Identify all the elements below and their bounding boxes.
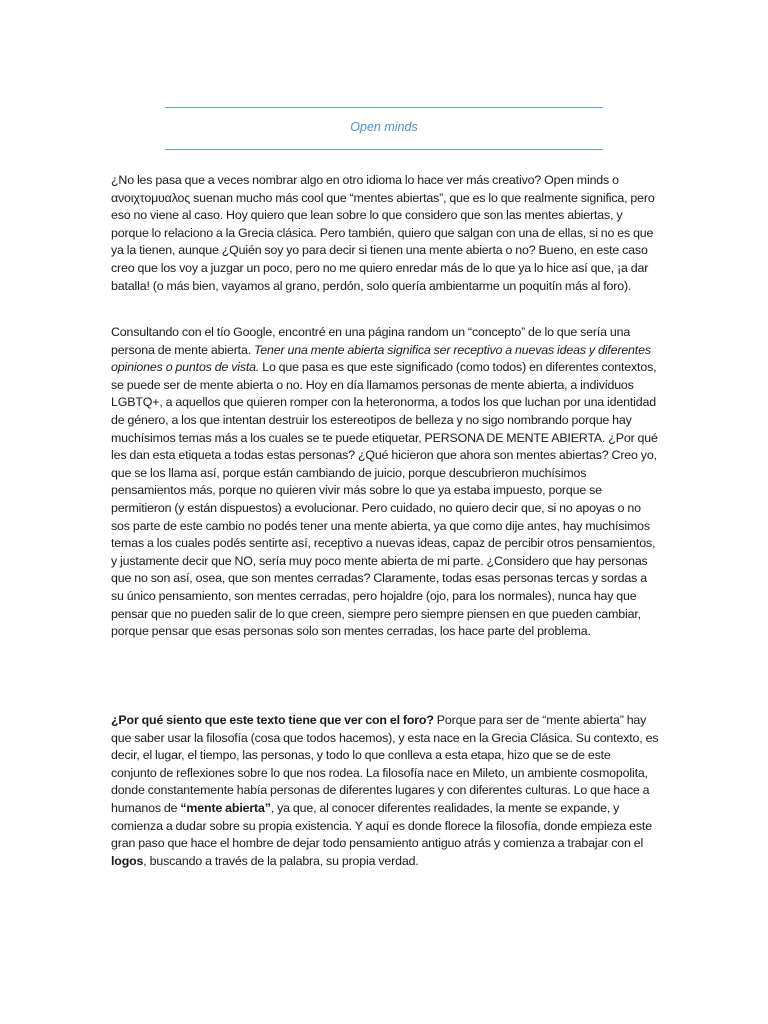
paragraph-2-text <box>111 324 659 641</box>
paragraph-definition <box>111 324 659 641</box>
paragraph-3-part3: , buscando a través de la palabra, su propia verdad. <box>143 853 419 868</box>
paragraph-3-text <box>111 712 659 870</box>
mente-abierta-bold: “mente abierta” <box>180 800 271 815</box>
paragraph-foro <box>111 712 659 870</box>
paragraph-2-intro: Consultando con el tío Google, encontré en una página random un “concepto” de lo que sería una persona de mente abierta. <box>111 325 631 357</box>
paragraph-3-part1: Porque para ser de “mente abierta” hay que saber usar la filosofía (cosa que todos hacemos), y esta nace en la Grecia Clásica. Su contexto, es decir, el lugar, el tiempo, las personas, y todo lo que conlleva a esta etapa, hizo que se de este conjunto de reflexiones sobre lo que nos rodea. La filosofía nace en Mileto, un ambiente cosmopolita, donde constantemente había personas de diferentes lugares y con diferentes culturas. Lo que hace a humanos de <box>111 713 659 815</box>
paragraph-3-part2: , ya que, al conocer diferentes realidades, la mente se expande, y comienza a dudar sobre su propia existencia. Y aquí es donde florece la filosofía, donde empieza este gran paso que hace el hombre de dejar todo pensamiento antiguo atrás y comienza a trabajar con el <box>111 800 652 851</box>
mente-abierta-definition: Tener una mente abierta significa ser receptivo a nuevas ideas y diferentes opiniones o puntos de vista. <box>111 342 651 375</box>
paragraph-intro <box>111 172 659 295</box>
foro-question: ¿Por qué siento que este texto tiene que ver con el foro? <box>111 713 434 727</box>
title-block <box>165 107 603 150</box>
paragraph-1-text: ¿No les pasa que a veces nombrar algo en otro idioma lo hace ver más creativo? Open minds o ανοιχτομυαλος suenan mucho más cool que “mentes abiertas”, que es lo que realmente significa, pero eso no viene al caso. Hoy quiero que lean sobre lo que considero que son las mentes abiertas, y porque lo relaciono a la Grecia clásica. Pero también, quiero que salgan con una de ellas, si no es que ya la tienen, aunque ¿Quién soy yo para decir si tienen una mente abierta o no? Bueno, en este caso creo que los voy a juzgar un poco, pero no me quiero enredar más de lo que ya lo hice así que, ¡a dar batalla! (o más bien, vayamos al grano, perdón, solo quería ambientarme un poquitín más al foro). <box>111 173 655 293</box>
logos-term: logos <box>111 853 144 868</box>
paragraph-2-body: Lo que pasa es que este significado (como todos) en diferentes contextos, se puede ser de mente abierta o no. Hoy en día llamamos personas de mente abierta, a individuos LGBTQ+, a aquellos que quieren romper con la heteronorma, a todos los que luchan por una identidad de género, a los que intentan destruir los estereotipos de belleza y no sigo nombrando porque hay muchísimos temas más a los cuales se te puede etiquetar, PERSONA DE MENTE ABIERTA. ¿Por qué les dan esta etiqueta a todas estas personas? ¿Qué hicieron que ahora son mentes abiertas? Creo yo, que se los llama así, porque están cambiando de juicio, porque descubrieron muchísimos pensamientos más, porque no quieren vivir más sobre lo que ya estaba impuesto, porque se permitieron (y están dispuestos) a evolucionar. Pero cuidado, no quiero decir que, si no apoyas o no sos parte de este cambio no podés tener una mente abierta, ya que como dije antes, hay muchísimos temas a los cuales podés sentirte así, receptivo a nuevas ideas, capaz de percibir otros pensamientos, y justamente decir que NO, sería muy poco mente abierta de mi parte. ¿Considero que hay personas que no son así, osea, que son mentes cerradas? Claramente, todas esas personas tercas y sordas a su único pensamiento, son mentes cerradas, pero hojaldre (ojo, para los normales), nunca hay que pensar que no pueden salir de lo que creen, siempre pero siempre piensen en que pueden cambiar, porque pensar que esas personas solo son mentes cerradas, los hace parte del problema. <box>111 360 658 639</box>
document-title: Open minds <box>350 120 418 134</box>
